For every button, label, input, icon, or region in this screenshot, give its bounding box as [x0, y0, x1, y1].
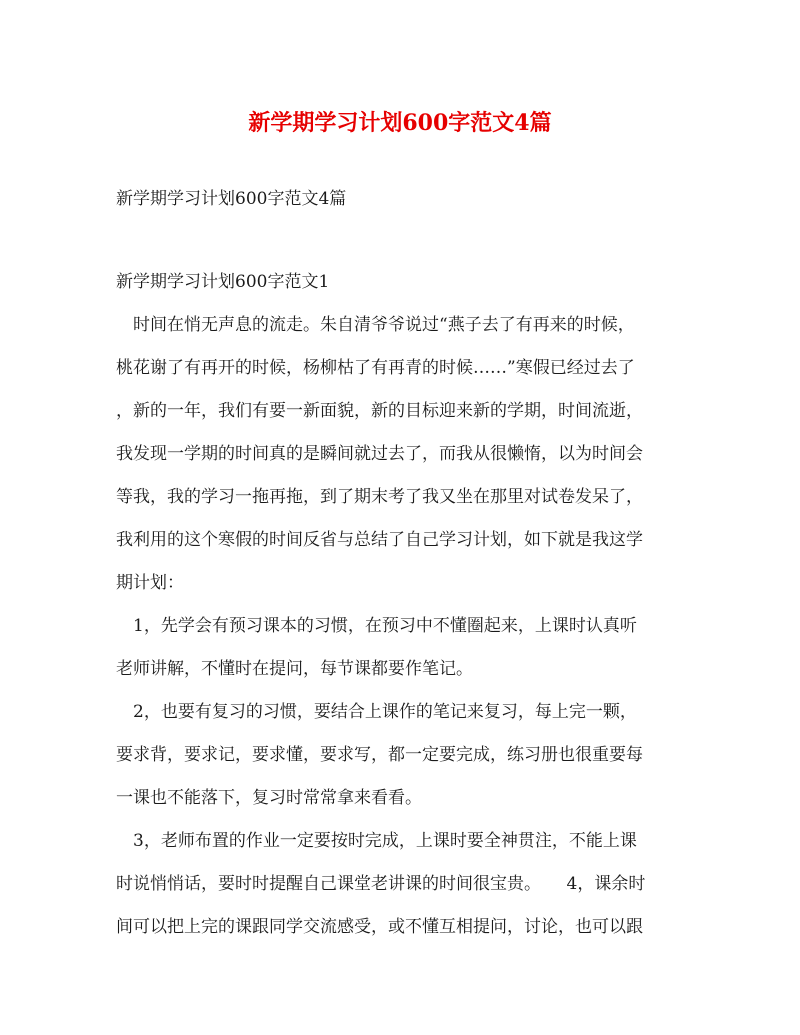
document-title: 新学期学习计划600字范文4篇 — [248, 110, 552, 136]
paragraph-line: 要求背，要求记，要求懂，要求写，都一定要完成，练习册也很重要每 — [116, 745, 643, 765]
paragraph-line: 2，也要有复习的习惯，要结合上课作的笔记来复习，每上完一颗， — [116, 702, 637, 722]
paragraph-line: 间可以把上完的课跟同学交流感受，或不懂互相提问，讨论，也可以跟 — [116, 917, 643, 937]
paragraph-line: 时间在悄无声息的流走。朱自清爷爷说过“燕子去了有再来的时候， — [116, 315, 635, 335]
paragraph-line: 等我，我的学习一拖再拖，到了期末考了我又坐在那里对试卷发呆了， — [116, 487, 643, 507]
document-subtitle: 新学期学习计划600字范文4篇 — [116, 189, 347, 209]
paragraph-line: 我发现一学期的时间真的是瞬间就过去了，而我从很懒惰，以为时间会 — [116, 444, 643, 464]
paragraph-line: 一课也不能落下，复习时常常拿来看看。 — [116, 788, 422, 808]
paragraph-line: ，新的一年，我们有要一新面貌，新的目标迎来新的学期，时间流逝， — [116, 401, 643, 421]
paragraph-line: 桃花谢了有再开的时候，杨柳枯了有再青的时候……”寒假已经过去了 — [116, 358, 635, 378]
paragraph-line: 我利用的这个寒假的时间反省与总结了自己学习计划，如下就是我这学 — [116, 530, 643, 550]
paragraph-line: 老师讲解，不懂时在提问，每节课都要作笔记。 — [116, 659, 473, 679]
paragraph-line: 期计划： — [116, 573, 184, 593]
paragraph-line: 3，老师布置的作业一定要按时完成，上课时要全神贯注，不能上课 — [116, 831, 637, 851]
paragraph-line: 时说悄悄话，要时时提醒自己课堂老讲课的时间很宝贵。 4，课余时 — [116, 874, 646, 894]
paragraph-line: 1，先学会有预习课本的习惯，在预习中不懂圈起来，上课时认真听 — [116, 616, 637, 636]
section-heading: 新学期学习计划600字范文1 — [116, 272, 330, 292]
